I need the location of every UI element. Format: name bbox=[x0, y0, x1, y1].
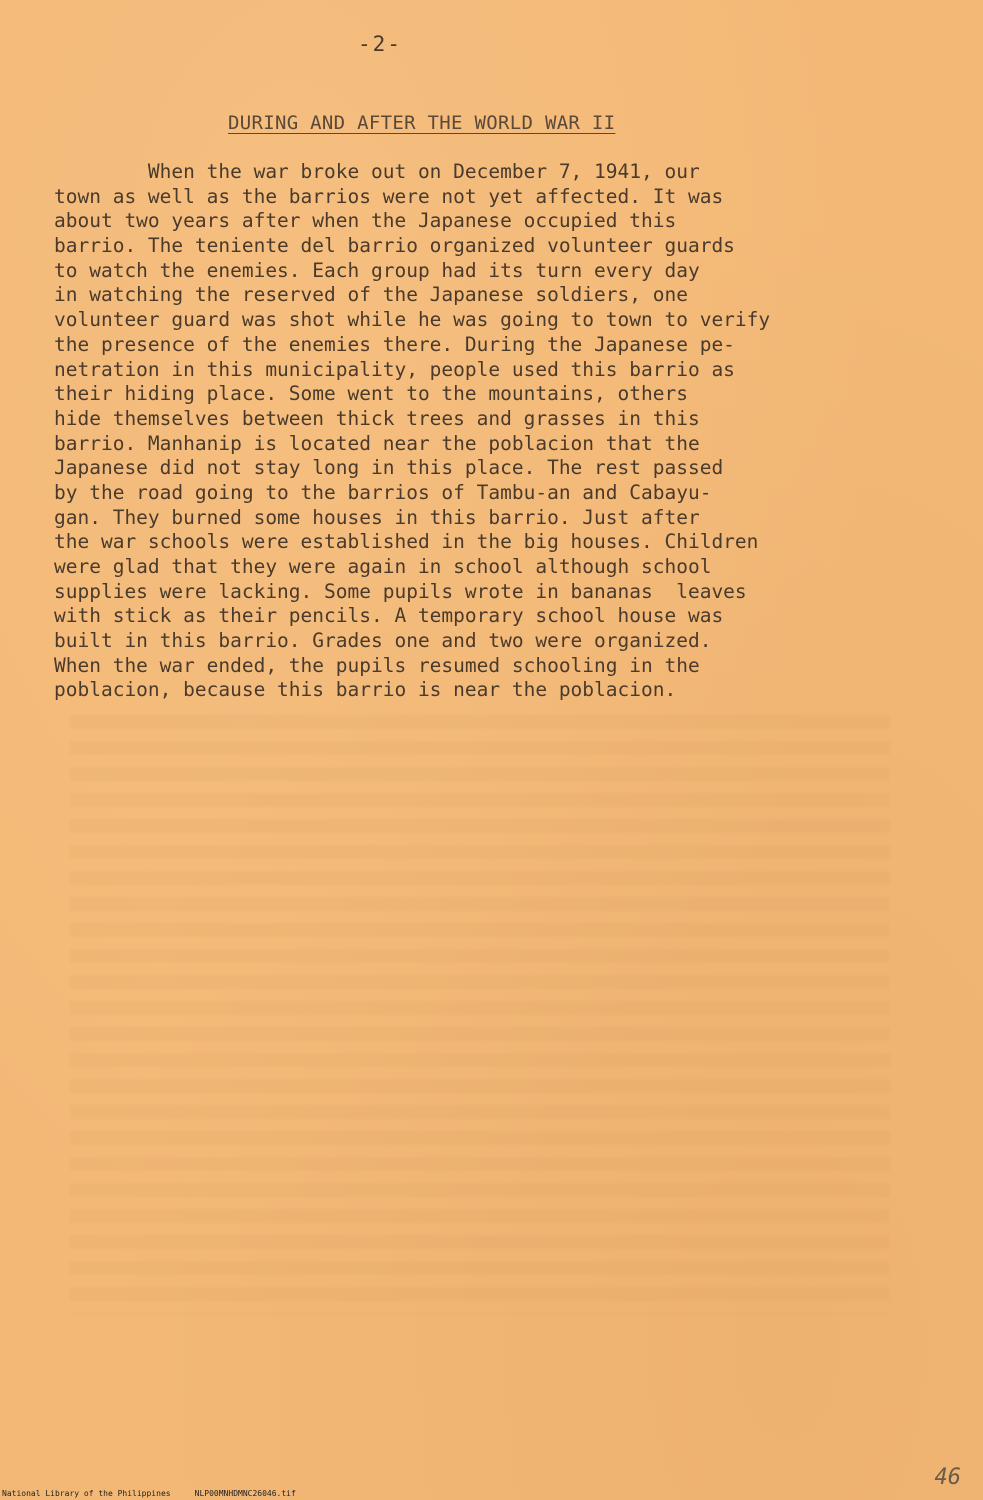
text-line: Japanese did not stay long in this place. The rest passed bbox=[54, 456, 724, 480]
section-title: DURING AND AFTER THE WORLD WAR II bbox=[228, 112, 616, 134]
text-line: about two years after when the Japanese occupied this bbox=[54, 209, 677, 233]
text-line: with stick as their pencils. A temporary school house was bbox=[54, 604, 724, 628]
text-line: hide themselves between thick trees and grasses in this bbox=[54, 406, 700, 430]
text-line: the war schools were established in the big houses. Children bbox=[54, 530, 759, 554]
text-line: town as well as the barrios were not yet affected. It was bbox=[54, 184, 724, 208]
bleed-through-texture bbox=[70, 715, 890, 1315]
text-line: in watching the reserved of the Japanese soldiers, one bbox=[54, 283, 688, 307]
body-paragraph bbox=[54, 160, 834, 703]
text-line: the presence of the enemies there. During the Japanese pe- bbox=[54, 332, 735, 356]
text-line: barrio. The teniente del barrio organized volunteer guards bbox=[54, 234, 735, 258]
text-line: netration in this municipality, people used this barrio as bbox=[54, 357, 735, 381]
text-line: volunteer guard was shot while he was going to town to verify bbox=[54, 308, 771, 332]
text-line: When the war ended, the pupils resumed schooling in the bbox=[54, 653, 700, 677]
text-line: When the war broke out on December 7, 1941, our bbox=[54, 160, 700, 183]
text-line: their hiding place. Some went to the mountains, others bbox=[54, 382, 688, 406]
handwritten-page-mark: 46 bbox=[934, 1465, 961, 1490]
text-line: built in this barrio. Grades one and two were organized. bbox=[54, 629, 712, 653]
text-line: poblacion, because this barrio is near the poblacion. bbox=[54, 678, 677, 702]
text-line: barrio. Manhanip is located near the poblacion that the bbox=[54, 431, 700, 455]
text-line: by the road going to the barrios of Tambu-an and Cabayu- bbox=[54, 480, 712, 504]
text-line: gan. They burned some houses in this barrio. Just after bbox=[54, 505, 700, 529]
text-line: were glad that they were again in school although school bbox=[54, 555, 712, 578]
archive-footer: National Library of the Philippines NLP00MNHDMNC26046.tif bbox=[2, 1489, 296, 1498]
text-line: to watch the enemies. Each group had its turn every day bbox=[54, 258, 700, 282]
text-line: supplies were lacking. Some pupils wrote in bananas leaves bbox=[54, 579, 747, 603]
page-number: -2- bbox=[358, 32, 402, 56]
